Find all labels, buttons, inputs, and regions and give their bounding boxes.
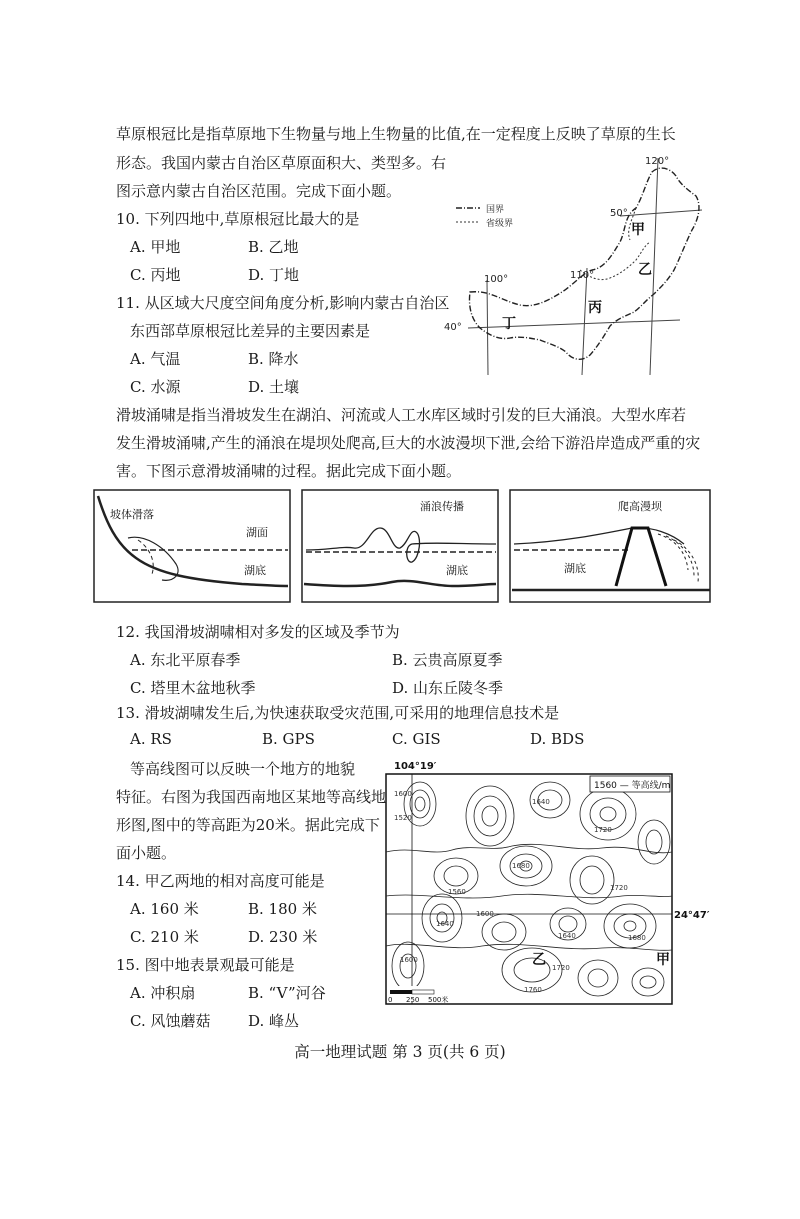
panel3-title: 爬高漫坝: [618, 500, 662, 513]
place-bing: 丙: [588, 300, 602, 316]
place-jia: 甲: [631, 222, 645, 238]
q14-option-d[interactable]: D. 230 米: [248, 928, 318, 946]
q10-stem: 10. 下列四地中,草原根冠比最大的是: [116, 210, 360, 228]
contour-lon-label: 104°19′: [394, 761, 437, 772]
panel1-title: 坡体滑落: [110, 508, 154, 521]
contour-place-yi: 乙: [532, 952, 546, 968]
lat-40-label: 40°: [444, 322, 462, 333]
panel2-lakebed: [304, 581, 496, 586]
q12-option-d[interactable]: D. 山东丘陵冬季: [392, 679, 504, 697]
q12-option-b[interactable]: B. 云贵高原夏季: [392, 651, 503, 669]
scale-bar-white: [412, 990, 434, 994]
lon-120-label: 120°: [645, 156, 670, 167]
panel1-slide-dashed: [138, 540, 153, 574]
q15-option-b[interactable]: B. “V”河谷: [248, 984, 326, 1002]
panel3-wave: [514, 528, 684, 544]
intro2-line1: 滑坡涌啸是指当滑坡发生在湖泊、河流或人工水库区域时引发的巨大涌浪。大型水库若: [116, 406, 687, 424]
q13-option-d[interactable]: D. BDS: [530, 730, 585, 748]
q11-stem-line2: 东西部草原根冠比差异的主要因素是: [130, 322, 371, 340]
elev-label: 1600: [400, 956, 418, 964]
elev-label: 1600: [476, 910, 494, 918]
q15-option-d[interactable]: D. 峰丛: [248, 1012, 300, 1030]
legend-border-label: 国界: [486, 205, 505, 215]
intro2-line3: 害。下图示意滑坡涌啸的过程。据此完成下面小题。: [116, 462, 462, 480]
panel3-bottom-label: 湖底: [564, 562, 586, 575]
q11-option-a[interactable]: A. 气温: [130, 350, 181, 368]
scale-0: 0: [388, 996, 393, 1004]
q10-option-a[interactable]: A. 甲地: [130, 238, 181, 256]
intro3-line3: 形图,图中的等高距为20米。据此完成下: [116, 816, 380, 834]
contour-legend: 1560 — 等高线/m: [594, 781, 671, 791]
lon-110-label: 110°: [570, 270, 595, 281]
elev-label: 1640: [532, 798, 550, 806]
intro3-line1: 等高线图可以反映一个地方的地貌: [130, 760, 356, 778]
elev-label: 1720: [552, 964, 570, 972]
q13-option-a[interactable]: A. RS: [130, 730, 172, 748]
q15-stem: 15. 图中地表景观最可能是: [116, 956, 295, 974]
q11-stem-line1: 11. 从区域大尺度空间角度分析,影响内蒙古自治区: [116, 294, 450, 312]
intro2-line2: 发生滑坡涌啸,产生的涌浪在堤坝处爬高,巨大的水波漫坝下泄,会给下游沿岸造成严重的灾: [116, 434, 701, 452]
elev-label: 1720: [594, 826, 612, 834]
parallel-40: [468, 320, 680, 328]
q15-option-a[interactable]: A. 冲积扇: [130, 984, 196, 1002]
panel1-surface-label: 湖面: [246, 526, 268, 539]
contour-place-jia: 甲: [656, 952, 670, 968]
q12-option-a[interactable]: A. 东北平原春季: [130, 651, 241, 669]
lon-100-label: 100°: [484, 274, 509, 285]
q10-option-c[interactable]: C. 丙地: [130, 266, 181, 284]
q13-option-b[interactable]: B. GPS: [262, 730, 315, 748]
panel3-dam: [616, 528, 666, 586]
legend-province-label: 省级界: [486, 219, 514, 229]
contour-lat-label: 24°47′: [674, 910, 710, 921]
q12-stem: 12. 我国滑坡湖啸相对多发的区域及季节为: [116, 623, 400, 641]
q15-option-c[interactable]: C. 风蚀蘑菇: [130, 1012, 211, 1030]
elev-label: 1640: [558, 932, 576, 940]
elev-label: 1560: [448, 888, 466, 896]
elev-label: 1600: [394, 790, 412, 798]
q13-stem: 13. 滑坡湖啸发生后,为快速获取受灾范围,可采用的地理信息技术是: [116, 704, 560, 722]
lat-50-label: 50°: [610, 208, 628, 219]
elev-label: 1760: [524, 986, 542, 994]
intro1-line2: 形态。我国内蒙古自治区草原面积大、类型多。右: [116, 154, 447, 172]
q14-option-c[interactable]: C. 210 米: [130, 928, 199, 946]
contour-map: [372, 756, 712, 1012]
panel1-bottom-label: 湖底: [244, 564, 266, 577]
scale-bar-black: [390, 990, 412, 994]
q11-option-c[interactable]: C. 水源: [130, 378, 181, 396]
intro1-line3: 图示意内蒙古自治区范围。完成下面小题。: [116, 182, 402, 200]
panel3-frame: [510, 490, 710, 602]
intro3-line4: 面小题。: [116, 844, 177, 862]
scale-250: 250: [406, 996, 420, 1004]
q14-option-b[interactable]: B. 180 米: [248, 900, 317, 918]
page-footer: 高一地理试题 第 3 页(共 6 页): [294, 1043, 506, 1061]
q10-option-b[interactable]: B. 乙地: [248, 238, 299, 256]
contour-frame: [386, 774, 672, 1004]
elev-label: 1680: [628, 934, 646, 942]
q11-option-b[interactable]: B. 降水: [248, 350, 299, 368]
q12-option-c[interactable]: C. 塔里木盆地秋季: [130, 679, 256, 697]
panel2-wave: [306, 528, 496, 562]
panel2-title: 涌浪传播: [420, 500, 464, 513]
scale-500: 500米: [428, 996, 449, 1004]
elev-label: 1720: [610, 884, 628, 892]
place-yi: 乙: [638, 262, 652, 278]
place-ding: 丁: [502, 316, 516, 332]
q13-option-c[interactable]: C. GIS: [392, 730, 441, 748]
inner-mongolia-map: [440, 150, 720, 380]
landslide-figure: [92, 488, 714, 606]
intro1-line1: 草原根冠比是指草原地下生物量与地上生物量的比值,在一定程度上反映了草原的生长: [116, 125, 676, 143]
elev-label: 1640: [436, 920, 454, 928]
intro3-line2: 特征。右图为我国西南地区某地等高线地: [116, 788, 387, 806]
q10-option-d[interactable]: D. 丁地: [248, 266, 300, 284]
elev-label: 1680: [512, 862, 530, 870]
q11-option-d[interactable]: D. 土壤: [248, 378, 300, 396]
elev-label: 1520: [394, 814, 412, 822]
q14-stem: 14. 甲乙两地的相对高度可能是: [116, 872, 325, 890]
q14-option-a[interactable]: A. 160 米: [130, 900, 199, 918]
panel2-bottom-label: 湖底: [446, 564, 468, 577]
